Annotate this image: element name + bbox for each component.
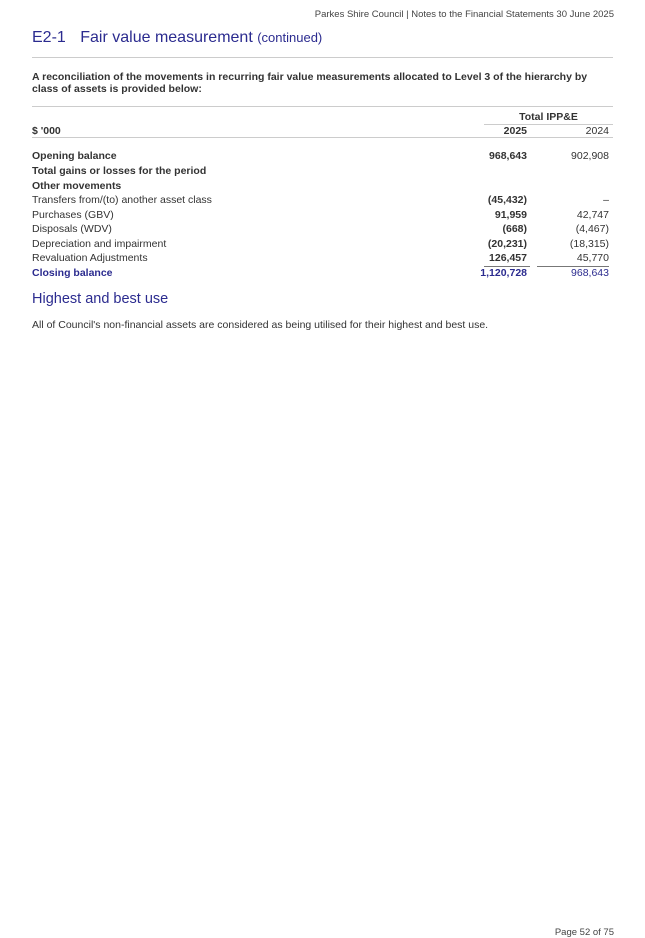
- value-2024: 902,908: [571, 150, 609, 162]
- value-2024: 42,747: [576, 209, 609, 221]
- value-2025: 126,457: [489, 252, 527, 264]
- table-row-purchases: [32, 209, 613, 223]
- section-title-text: Fair value measurement: [80, 29, 253, 46]
- year-header-2025: 2025: [503, 125, 527, 137]
- table-row-closing-balance: [32, 267, 613, 281]
- table-row-revaluation: [32, 252, 613, 266]
- row-label: Other movements: [32, 180, 122, 192]
- subheading-highest-best-use: Highest and best use: [32, 291, 169, 307]
- table-row-opening-balance: [32, 150, 613, 164]
- table-row-disposals: [32, 223, 613, 237]
- intro-text: A reconciliation of the movements in recurring fair value measurements allocated to Level 3 of the hierarchy by class of assets is provided below:: [32, 71, 588, 95]
- table-row-total-gains: [32, 165, 613, 179]
- header-rule: [32, 137, 613, 138]
- highest-best-use-paragraph: All of Council's non-financial assets are considered as being utilised for their highest and best use.: [32, 319, 489, 331]
- column-group-header: Total IPP&E: [519, 111, 578, 123]
- title-divider: [32, 57, 613, 58]
- section-title: [32, 29, 322, 47]
- row-label: Revaluation Adjustments: [32, 252, 148, 264]
- row-label: Purchases (GBV): [32, 209, 114, 221]
- section-continued: (continued): [257, 30, 323, 45]
- table-row-transfers: [32, 194, 613, 208]
- value-2024: 968,643: [571, 267, 609, 279]
- row-label: Total gains or losses for the period: [32, 165, 207, 177]
- value-2025: 91,959: [494, 209, 527, 221]
- units-label: $ '000: [32, 125, 61, 137]
- value-2025: (45,432): [487, 194, 527, 206]
- year-header-2024: 2024: [585, 125, 609, 137]
- row-label: Transfers from/(to) another asset class: [32, 194, 212, 206]
- value-2025: (20,231): [487, 238, 527, 250]
- value-2024: 45,770: [576, 252, 609, 264]
- running-header: Parkes Shire Council | Notes to the Financial Statements 30 June 2025: [314, 9, 614, 20]
- row-label: Disposals (WDV): [32, 223, 112, 235]
- row-label: Opening balance: [32, 150, 117, 162]
- page-number: Page 52 of 75: [554, 927, 614, 938]
- row-label: Depreciation and impairment: [32, 238, 167, 250]
- table-top-rule: [32, 106, 613, 107]
- value-2024: (4,467): [575, 223, 609, 235]
- table-row-depreciation: [32, 238, 613, 252]
- value-2024: –: [603, 194, 609, 206]
- value-2025: (668): [502, 223, 527, 235]
- value-2025: 1,120,728: [480, 267, 527, 279]
- value-2025: 968,643: [489, 150, 527, 162]
- row-label: Closing balance: [32, 267, 113, 279]
- value-2024: (18,315): [569, 238, 609, 250]
- section-code: E2-1: [32, 29, 66, 46]
- table-row-other-movements: [32, 180, 613, 194]
